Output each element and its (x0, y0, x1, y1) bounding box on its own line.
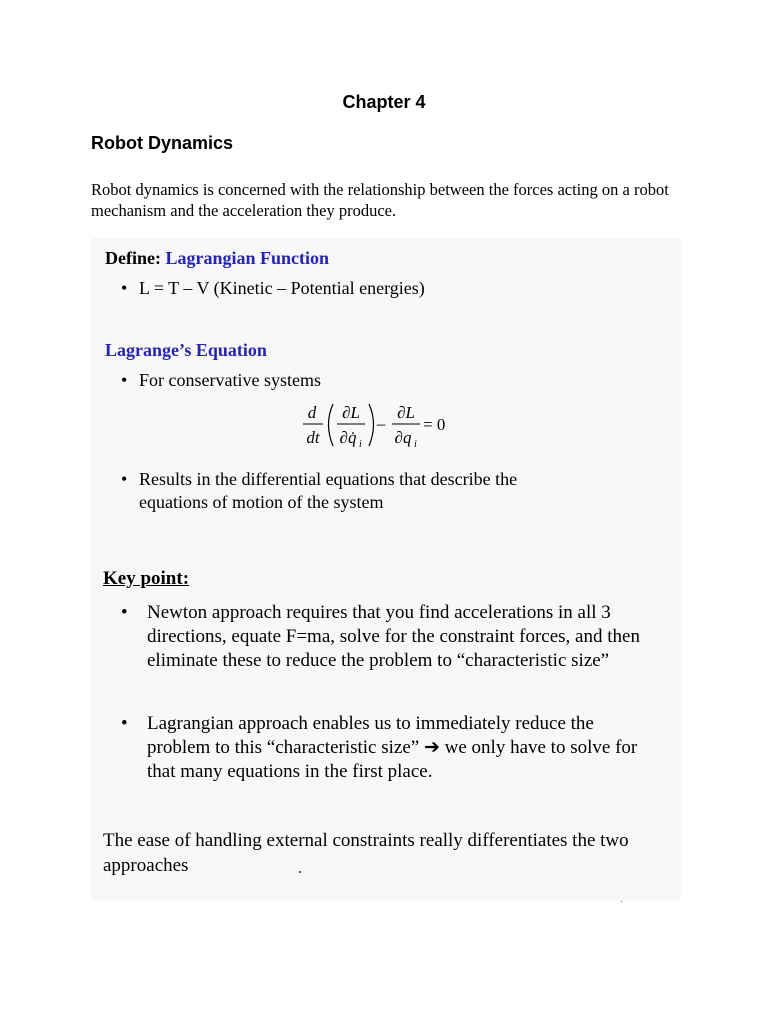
key-point-bullet-1 (121, 601, 661, 673)
lagrange-equation-heading: Lagrange’s Equation (105, 340, 267, 360)
eq-sub-i-1: i (359, 439, 362, 450)
key-point-bullet-2 (121, 712, 661, 784)
key-point-bullet-2-text: Lagrangian approach enables us to immediately reduce the problem to this “characteristic size” ➔ we only have to solve for that many equations in the first place. (147, 713, 638, 782)
eq-d: d (307, 403, 317, 422)
scan-speck (621, 901, 622, 902)
bullet-icon: • (121, 469, 128, 489)
bullet-icon: • (121, 713, 128, 734)
chapter-title: Chapter 4 (342, 92, 426, 112)
eq-right-paren (369, 404, 374, 446)
key-point-heading: Key point: (103, 568, 190, 589)
scan-speck (299, 871, 301, 873)
bullet-icon: • (121, 370, 128, 390)
lagrange-bullet-2-line-1: Results in the differential equations that describe the (139, 469, 518, 489)
define-bullet-text: L = T – V (Kinetic – Potential energies) (139, 278, 425, 298)
eq-equals-zero: = 0 (423, 415, 446, 434)
section-title: Robot Dynamics (91, 133, 234, 153)
intro-paragraph: Robot dynamics is concerned with the relationship between the forces acting on a robot mechanism and the acceleration they produce. (91, 180, 669, 220)
eq-dq: ∂q (394, 428, 412, 447)
lagrange-bullet-1-text: For conservative systems (139, 370, 321, 390)
eq-left-paren (329, 404, 334, 446)
eq-dqdot: ∂q̇ (339, 428, 357, 447)
eq-sub-i-2: i (414, 439, 417, 450)
define-heading (105, 248, 329, 269)
lagrange-equation (303, 402, 473, 462)
eq-dL-2: ∂L (397, 403, 415, 422)
lagrange-bullet-2 (121, 468, 517, 514)
define-colon: : (154, 248, 166, 268)
slide-image (91, 238, 681, 900)
lagrange-bullet-1 (121, 370, 321, 391)
slide-footer-text: The ease of handling external constraints really differentiates the two approaches (103, 830, 629, 876)
lagrange-bullet-2-line-2: equations of motion of the system (139, 492, 384, 512)
bullet-icon: • (121, 278, 128, 298)
define-bullet (121, 278, 425, 299)
eq-dL-1: ∂L (342, 403, 360, 422)
define-term: Lagrangian Function (165, 248, 330, 268)
bullet-icon: • (121, 602, 128, 623)
define-label: Define (105, 248, 155, 268)
eq-dt: dt (306, 428, 320, 447)
eq-minus: – (376, 414, 386, 433)
key-point-bullet-1-text: Newton approach requires that you find accelerations in all 3 directions, equate F=ma, solve for the constraint forces, and then eliminate these to reduce the problem to “characteristic size” (147, 602, 640, 671)
